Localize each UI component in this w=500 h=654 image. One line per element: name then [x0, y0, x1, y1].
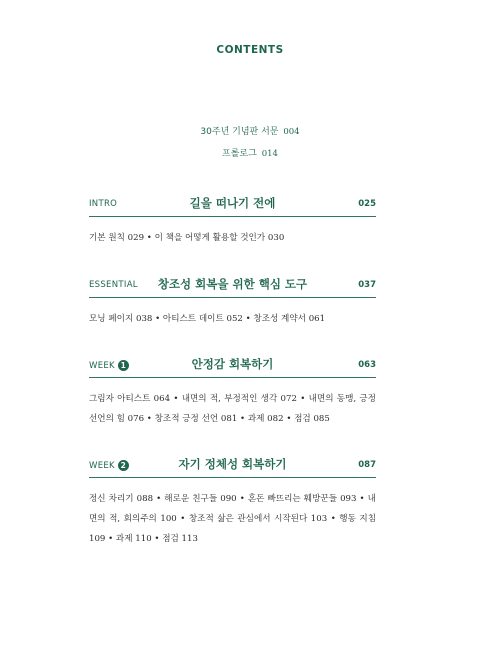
section-label: WEEK 2: [89, 460, 129, 471]
preface-page: 004: [283, 127, 300, 137]
section-rule: [89, 216, 376, 217]
section-rule: [89, 477, 376, 478]
section-intro: [89, 192, 376, 243]
page-title: CONTENTS: [216, 44, 284, 56]
section-label: INTRO: [89, 199, 118, 209]
section-page: 037: [358, 280, 376, 290]
section-week-1: [89, 353, 376, 424]
section-title: 안정감 회복하기: [191, 357, 274, 371]
week-number-badge: 1: [118, 360, 129, 371]
preface-title: 30주년 기념판 서문: [200, 127, 279, 137]
section-entries: 그림자 아티스트 064 • 내면의 적, 부정적인 생각 072 • 내면의 동맹, 긍정 선언의 힘 076 • 창조적 긍정 선언 081 • 과제 082 • 점검 085: [89, 394, 376, 424]
section-essential: [89, 273, 376, 324]
prologue-title: 프롤로그: [222, 149, 257, 159]
section-entries: 모닝 페이지 038 • 아티스트 데이트 052 • 창조성 계약서 061: [89, 314, 326, 324]
front-matter-prologue: [0, 146, 500, 159]
section-rule: [89, 297, 376, 298]
section-week-2: [89, 453, 376, 544]
week-number-badge: 2: [118, 460, 129, 471]
section-page: 063: [358, 360, 376, 370]
front-matter-preface: [0, 124, 500, 137]
section-page: 087: [358, 460, 376, 470]
section-entries: 기본 원칙 029 • 이 책을 어떻게 활용할 것인가 030: [89, 233, 285, 243]
section-title: 자기 정체성 회복하기: [178, 457, 287, 471]
prologue-page: 014: [261, 149, 278, 159]
section-title: 창조성 회복을 위한 핵심 도구: [157, 277, 308, 291]
section-label: WEEK 1: [89, 360, 129, 371]
section-label: ESSENTIAL: [89, 280, 138, 290]
section-rule: [89, 377, 376, 378]
section-page: 025: [358, 199, 376, 209]
section-title: 길을 떠나기 전에: [189, 196, 276, 210]
section-entries: 정신 차리기 088 • 해로운 친구들 090 • 혼돈 빠뜨리는 훼방꾼들 093 • 내면의 적, 회의주의 100 • 창조적 삶은 관심에서 시작된다 103 • 행동 지침 109 • 과제 110 • 점검 113: [89, 494, 376, 544]
